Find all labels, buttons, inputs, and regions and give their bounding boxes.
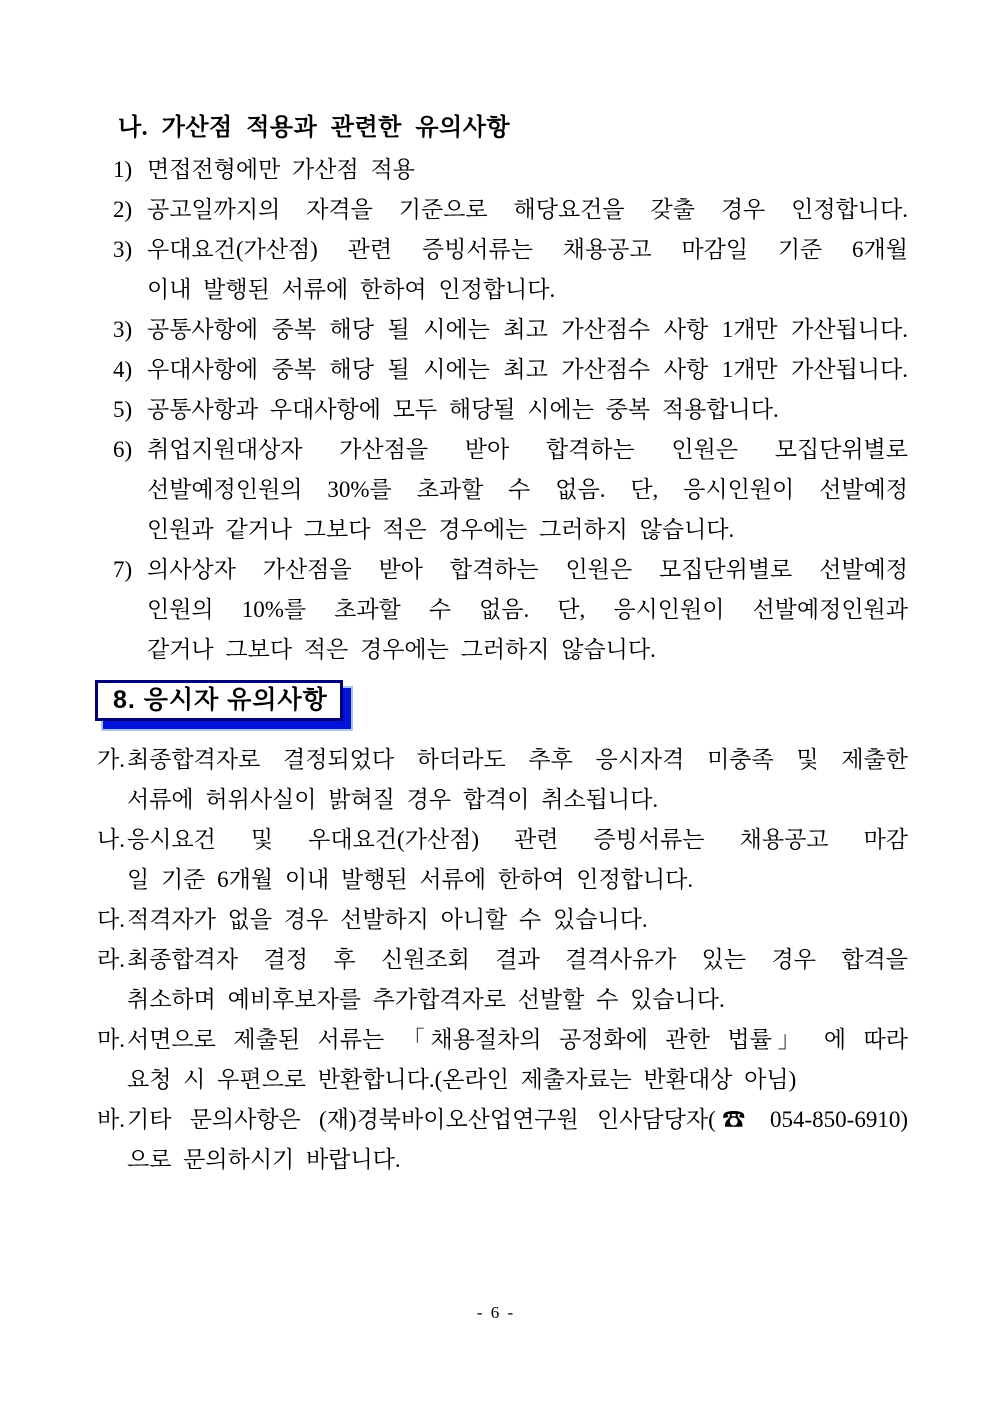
text-line: 공통사항과 우대사항에 모두 해당될 시에는 중복 적용합니다. [147, 397, 779, 422]
list-item [97, 740, 908, 820]
text-line: 우대요건(가산점) 관련 증빙서류는 채용공고 마감일 기준 6개월 [147, 237, 908, 262]
text-line: 이내 발행된 서류에 한하여 인정합니다. [147, 277, 556, 302]
text-line: 적격자가 없을 경우 선발하지 아니할 수 있습니다. [127, 907, 648, 932]
list-item [113, 230, 908, 310]
text-line: 면접전형에만 가산점 적용 [147, 157, 415, 182]
list-item [113, 150, 908, 190]
item-marker: 마. [97, 1027, 125, 1052]
item-marker: 가. [97, 747, 125, 772]
item-marker: 라. [97, 947, 125, 972]
text-line: 인원과 같거나 그보다 적은 경우에는 그러하지 않습니다. [147, 517, 735, 542]
text-line: 취업지원대상자 가산점을 받아 합격하는 인원은 모집단위별로 [147, 437, 908, 462]
text-line: 최종합격자로 결정되었다 하더라도 추후 응시자격 미충족 및 제출한 [127, 747, 908, 772]
text-line: 선발예정인원의 30%를 초과할 수 없음. 단, 응시인원이 선발예정 [147, 477, 908, 502]
list-item [97, 940, 908, 1020]
item-marker: 2) [113, 197, 133, 222]
section-8-title: 8. 응시자 유의사항 [113, 686, 328, 714]
text-line: 서류에 허위사실이 밝혀질 경우 합격이 취소됩니다. [127, 787, 659, 812]
list-item [113, 190, 908, 230]
text-line: 요청 시 우편으로 반환합니다.(온라인 제출자료는 반환대상 아님) [127, 1067, 797, 1092]
list-item [113, 350, 908, 390]
text-line: 공고일까지의 자격을 기준으로 해당요건을 갖출 경우 인정합니다. [147, 197, 908, 222]
item-marker: 3) [113, 237, 133, 262]
list-item [113, 430, 908, 550]
section-heading-bonus-points: 나. 가산점 적용과 관련한 유의사항 [118, 115, 511, 141]
section-8-title-box [95, 680, 343, 721]
item-marker: 다. [97, 907, 125, 932]
list-item [113, 310, 908, 350]
text-line: 의사상자 가산점을 받아 합격하는 인원은 모집단위별로 선발예정 [147, 557, 908, 582]
item-marker: 6) [113, 437, 133, 462]
item-marker: 7) [113, 557, 133, 582]
text-line: 으로 문의하시기 바랍니다. [127, 1147, 401, 1172]
list-item [113, 390, 908, 430]
item-marker: 바. [97, 1107, 125, 1132]
item-marker: 나. [97, 827, 125, 852]
text-line: 취소하며 예비후보자를 추가합격자로 선발할 수 있습니다. [127, 987, 725, 1012]
page-number: - 6 - [476, 1303, 516, 1322]
text-line: 우대사항에 중복 해당 될 시에는 최고 가산점수 사항 1개만 가산됩니다. [147, 357, 908, 382]
list-item [97, 1020, 908, 1100]
list-item [113, 550, 908, 670]
text-line: 서면으로 제출된 서류는 「채용절차의 공정화에 관한 법률」 에 따라 [127, 1027, 908, 1052]
text-line: 응시요건 및 우대요건(가산점) 관련 증빙서류는 채용공고 마감 [127, 827, 908, 852]
text-line: 일 기준 6개월 이내 발행된 서류에 한하여 인정합니다. [127, 867, 694, 892]
text-line: 같거나 그보다 적은 경우에는 그러하지 않습니다. [147, 637, 656, 662]
item-marker: 3) [113, 317, 133, 342]
text-line: 인원의 10%를 초과할 수 없음. 단, 응시인원이 선발예정인원과 [147, 597, 908, 622]
item-marker: 1) [113, 157, 133, 182]
text-line: 기타 문의사항은 (재)경북바이오산업연구원 인사담당자(☎ 054-850-6910) [127, 1107, 908, 1132]
text-line: 최종합격자 결정 후 신원조회 결과 결격사유가 있는 경우 합격을 [127, 947, 908, 972]
text-line: 공통사항에 중복 해당 될 시에는 최고 가산점수 사항 1개만 가산됩니다. [147, 317, 908, 342]
list-item [97, 820, 908, 900]
item-marker: 4) [113, 357, 133, 382]
item-marker: 5) [113, 397, 133, 422]
list-item [97, 1100, 908, 1180]
list-item [97, 900, 908, 940]
